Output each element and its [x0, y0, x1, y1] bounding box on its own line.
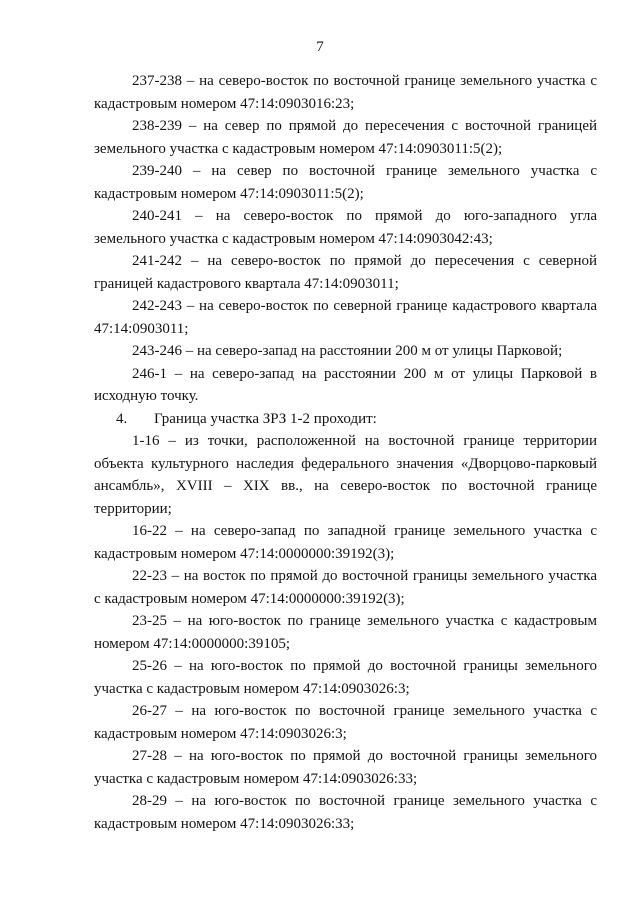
boundary-paragraph: 241-242 – на северо-восток по прямой до пересечения с северной границей кадастрового квартала 47:14:0903011;	[94, 253, 597, 292]
boundary-paragraph: 1-16 – из точки, расположенной на восточной границе территории объекта культурного наследия федерального значения «Дворцово-парковый ансамбль», XVIII – XIX вв., на северо-восток по восточной границе территории;	[94, 433, 597, 517]
section-number: 4.	[116, 410, 128, 427]
boundary-paragraph: 26-27 – на юго-восток по восточной границе земельного участка с кадастровым номером 47:14:0903026:3;	[94, 703, 597, 742]
document-body	[94, 70, 597, 835]
boundary-paragraph: 28-29 – на юго-восток по восточной границе земельного участка с кадастровым номером 47:14:0903026:33;	[94, 793, 597, 832]
boundary-paragraph: 239-240 – на север по восточной границе земельного участка с кадастровым номером 47:14:0903011:5(2);	[94, 163, 597, 202]
boundary-paragraph: 240-241 – на северо-восток по прямой до юго-западного угла земельного участка с кадастровым номером 47:14:0903042:43;	[94, 208, 597, 247]
section-heading	[94, 408, 597, 431]
section-title: Граница участка ЗРЗ 1-2 проходит:	[154, 410, 377, 427]
boundary-paragraph: 22-23 – на восток по прямой до восточной границы земельного участка с кадастровым номером 47:14:0000000:39192(3);	[94, 568, 597, 607]
boundary-paragraph: 237-238 – на северо-восток по восточной границе земельного участка с кадастровым номером 47:14:0903016:23;	[94, 73, 597, 112]
boundary-paragraph: 27-28 – на юго-восток по прямой до восточной границы земельного участка с кадастровым номером 47:14:0903026:33;	[94, 748, 597, 787]
boundary-paragraph: 16-22 – на северо-запад по западной границе земельного участка с кадастровым номером 47:14:0000000:39192(3);	[94, 523, 597, 562]
boundary-paragraph: 23-25 – на юго-восток по границе земельного участка с кадастровым номером 47:14:0000000:39105;	[94, 613, 597, 652]
boundary-paragraph: 25-26 – на юго-восток по прямой до восточной границы земельного участка с кадастровым номером 47:14:0903026:3;	[94, 658, 597, 697]
boundary-paragraph: 242-243 – на северо-восток по северной границе кадастрового квартала 47:14:0903011;	[94, 298, 597, 337]
page-number: 7	[316, 39, 324, 55]
boundary-paragraph: 238-239 – на север по прямой до пересечения с восточной границей земельного участка с кадастровым номером 47:14:0903011:5(2);	[94, 118, 597, 157]
boundary-paragraph: 246-1 – на северо-запад на расстоянии 200 м от улицы Парковой в исходную точку.	[94, 365, 597, 404]
boundary-paragraph: 243-246 – на северо-запад на расстоянии 200 м от улицы Парковой;	[132, 343, 563, 359]
